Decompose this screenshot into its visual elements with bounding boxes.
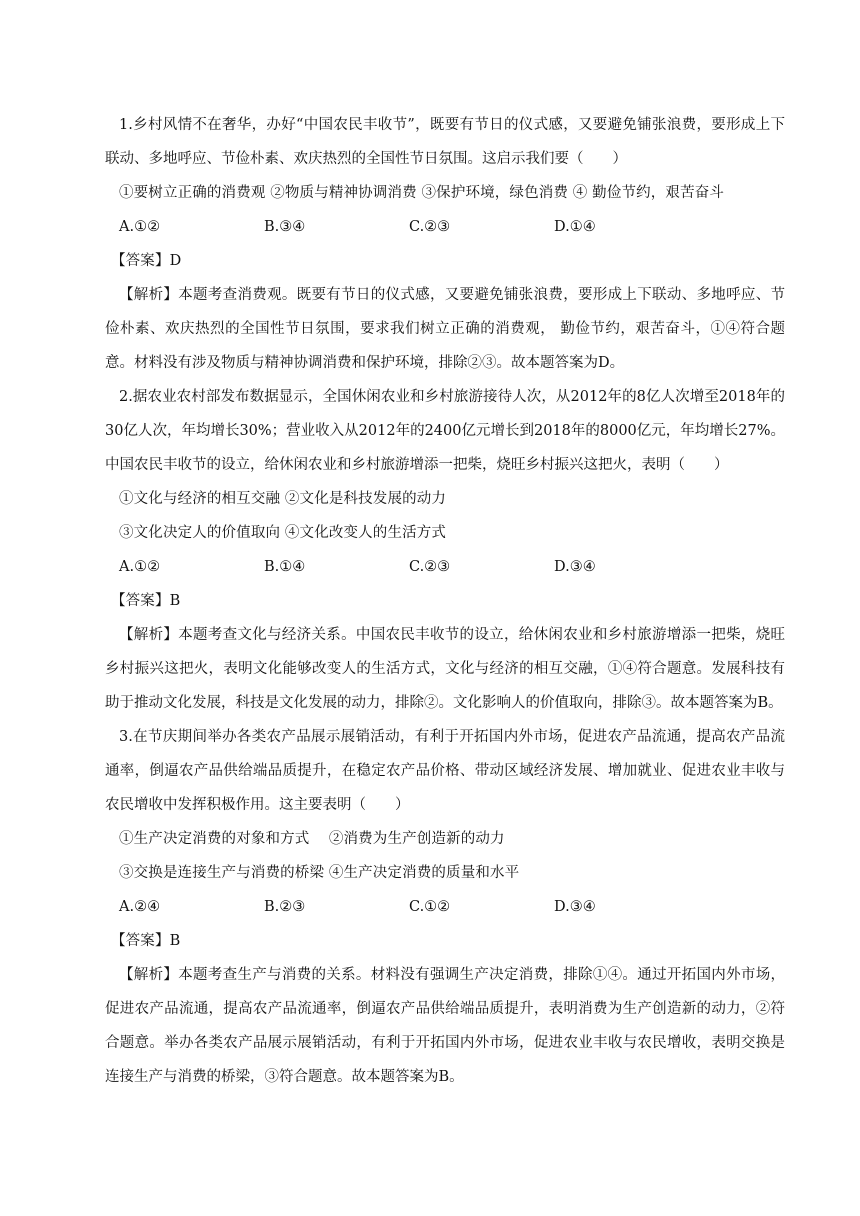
question-3-analysis: 【解析】本题考查生产与消费的关系。材料没有强调生产决定消费，排除①④。通过开拓国内外市场，促进农产品流通，提高农产品流通率，倒逼农产品供给端品质提升，表明消费为生产创造新的动力，②符合题意。举办各类农产品展示展销活动，有利于开拓国内外市场，促进农业丰收与农民增收，表明交换是连接生产与消费的桥梁，③符合题意。故本题答案为B。	[105, 967, 785, 1085]
option-d: D.①④	[554, 219, 596, 235]
question-1-options	[105, 210, 785, 244]
question-list	[105, 108, 785, 1094]
option-c: C.②③	[409, 219, 451, 235]
option-a: A.①②	[119, 559, 161, 575]
option-a: A.①②	[119, 219, 161, 235]
question-3-answer: 【答案】B	[111, 933, 181, 949]
question-3-stem: 3.在节庆期间举办各类农产品展示展销活动，有利于开拓国内外市场，促进农产品流通，提高农产品流通率，倒逼农产品供给端品质提升，在稳定农产品价格、带动区域经济发展、增加就业、促进农业丰收与农民增收中发挥积极作用。这主要表明（ ）	[105, 729, 785, 813]
question-2-stem: 2.据农业农村部发布数据显示，全国休闲农业和乡村旅游接待人次，从2012年的8亿人次增至2018年的30亿人次，年均增长30%；营业收入从2012年的2400亿元增长到2018年的8000亿元，年均增长27%。中国农民丰收节的设立，给休闲农业和乡村旅游增添一把柴，烧旺乡村振兴这把火，表明（ ）	[105, 389, 786, 473]
option-c: C.①②	[409, 899, 451, 915]
option-a: A.②④	[119, 899, 161, 915]
option-b: B.①④	[264, 559, 306, 575]
question-2-answer: 【答案】B	[111, 593, 181, 609]
question-3-options	[105, 890, 785, 924]
option-d: D.③④	[554, 899, 596, 915]
option-d: D.③④	[554, 559, 596, 575]
question-1-analysis: 【解析】本题考查消费观。既要有节日的仪式感，又要避免铺张浪费，要形成上下联动、多地呼应、节俭朴素、欢庆热烈的全国性节日氛围，要求我们树立正确的消费观， 勤俭节约，艰苦奋斗，①④符合题意。材料没有涉及物质与精神协调消费和保护环境，排除②③。故本题答案为D。	[105, 287, 785, 371]
question-2-analysis: 【解析】本题考查文化与经济关系。中国农民丰收节的设立，给休闲农业和乡村旅游增添一把柴，烧旺乡村振兴这把火，表明文化能够改变人的生活方式，文化与经济的相互交融，①④符合题意。发展科技有助于推动文化发展，科技是文化发展的动力，排除②。文化影响人的价值取向，排除③。故本题答案为B。	[105, 627, 785, 711]
option-b: B.③④	[264, 219, 306, 235]
option-b: B.②③	[264, 899, 306, 915]
question-3-statement-line-1: ①生产决定消费的对象和方式 ②消费为生产创造新的动力	[119, 831, 505, 847]
question-1-stem: 1.乡村风情不在奢华，办好“中国农民丰收节”，既要有节日的仪式感，又要避免铺张浪费，要形成上下联动、多地呼应、节俭朴素、欢庆热烈的全国性节日氛围。这启示我们要（ ）	[105, 117, 785, 167]
question-2-statement-line-2: ③文化决定人的价值取向 ④文化改变人的生活方式	[119, 525, 447, 541]
question-1-statements: ①要树立正确的消费观 ②物质与精神协调消费 ③保护环境，绿色消费 ④ 勤俭节约，艰苦奋斗	[119, 185, 725, 201]
question-3-statement-line-2: ③交换是连接生产与消费的桥梁 ④生产决定消费的质量和水平	[119, 865, 520, 881]
question-1-answer: 【答案】D	[111, 253, 182, 269]
option-c: C.②③	[409, 559, 451, 575]
question-2-options	[105, 550, 785, 584]
question-2-statement-line-1: ①文化与经济的相互交融 ②文化是科技发展的动力	[119, 491, 447, 507]
